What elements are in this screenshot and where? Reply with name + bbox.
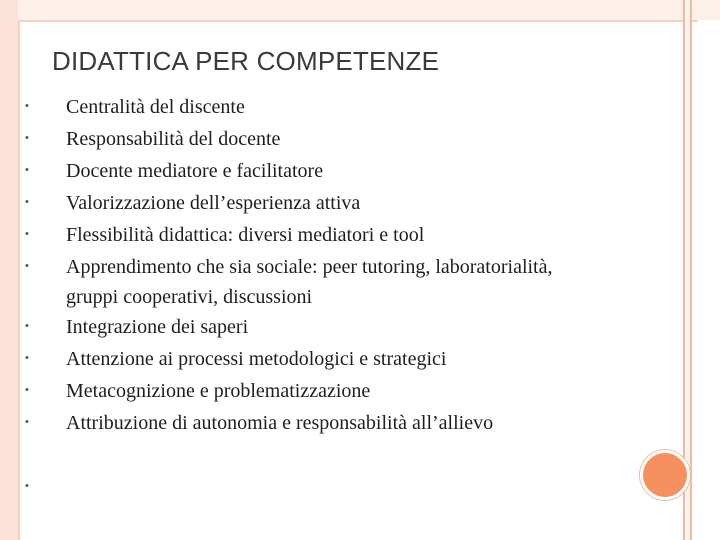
- bullet-item-text: Apprendimento che sia sociale: peer tutoring, laboratorialità,: [66, 256, 553, 278]
- frame-left-line: [18, 20, 20, 540]
- bullet-item-text: Valorizzazione dell’esperienza attiva: [66, 192, 361, 214]
- bullet-item-text: Flessibilità didattica: diversi mediatori e tool: [66, 224, 425, 246]
- frame-top-line: [18, 20, 698, 22]
- bullet-point-icon: •: [25, 196, 29, 208]
- bullet-item-text: Metacognizione e problematizzazione: [66, 380, 371, 402]
- frame-top-band: [0, 0, 720, 20]
- bullet-item-text: Centralità del discente: [66, 96, 245, 118]
- bullet-item-text: Attribuzione di autonomia e responsabilità all’allievo: [66, 412, 494, 434]
- frame-left-band: [0, 0, 18, 540]
- bullet-item-text: Integrazione dei saperi: [66, 316, 249, 338]
- bullet-item-text: Docente mediatore e facilitatore: [66, 160, 324, 182]
- bullet-point-icon: •: [25, 228, 29, 240]
- bullet-point-icon: •: [25, 260, 29, 272]
- bullet-point-icon: •: [25, 416, 29, 428]
- bullet-point-icon: •: [25, 100, 29, 112]
- bullet-point-icon: •: [25, 384, 29, 396]
- bullet-item-continuation: gruppi cooperativi, discussioni: [66, 286, 313, 308]
- bullet-point-icon: •: [25, 320, 29, 332]
- bullet-item-text: Attenzione ai processi metodologici e strategici: [66, 348, 447, 370]
- bullet-point-icon: •: [25, 352, 29, 364]
- bullet-point-icon: •: [25, 164, 29, 176]
- orange-circle-decoration: [640, 450, 690, 500]
- frame-right-line-outer: [690, 0, 692, 540]
- slide-title: DIDATTICA PER COMPETENZE: [52, 46, 440, 76]
- bullet-point-icon: •: [25, 480, 29, 492]
- bullet-point-icon: •: [25, 132, 29, 144]
- bullet-item-text: Responsabilità del docente: [66, 128, 281, 150]
